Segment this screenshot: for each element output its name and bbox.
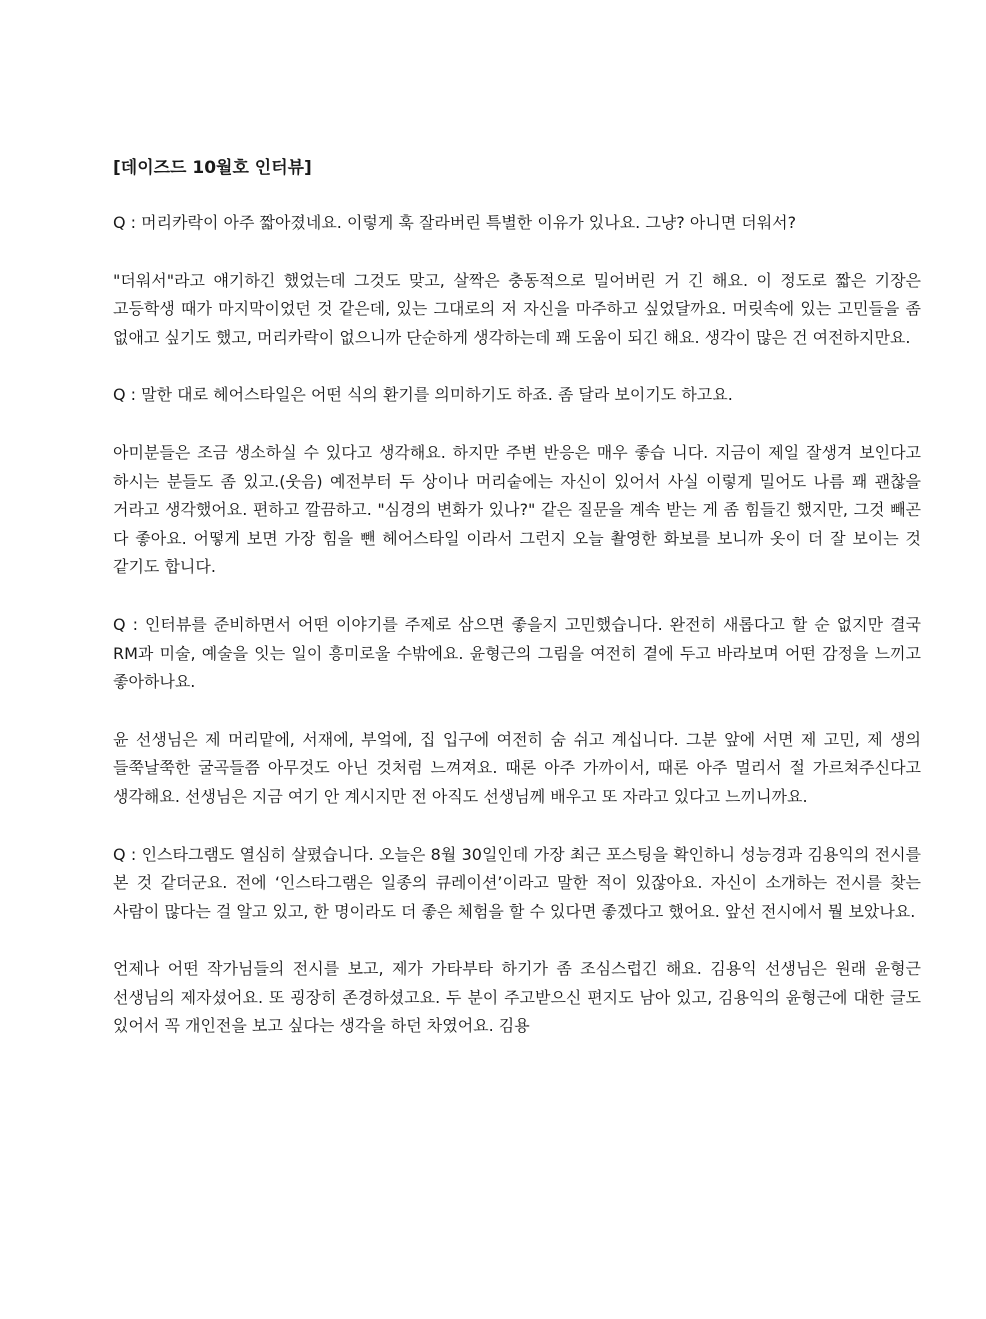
- question-paragraph: Q : 말한 대로 헤어스타일은 어떤 식의 환기를 의미하기도 하죠. 좀 달라 보이기도 하고요.: [113, 385, 733, 405]
- document-page: [113, 154, 921, 1070]
- question-paragraph: Q : 머리카락이 아주 짧아졌네요. 이렇게 훅 잘라버린 특별한 이유가 있나요. 그냥? 아니면 더워서?: [113, 213, 797, 232]
- answer-paragraph: 윤 선생님은 제 머리맡에, 서재에, 부엌에, 집 입구에 여전히 숨 쉬고 계십니다. 그분 앞에 서면 제 고민, 제 생의 들쭉날쭉한 굴곡들쯤 아무것도 아닌 것처럼 느껴져요. 때론 아주 가까이서, 때론 아주 멀리서 절 가르쳐주신다고 생각해요. 선생님은 지금 여기 안 계시지만 전 아직도 선생님께 배우고 또 자라고 있다고 느끼니까요.: [113, 729, 921, 806]
- question-paragraph: Q : 인스타그램도 열심히 살폈습니다. 오늘은 8월 30일인데 가장 최근 포스팅을 확인하니 성능경과 김용익의 전시를 본 것 같더군요. 전에 ‘인스타그램은 일종의 큐레이션’이라고 말한 적이 있잖아요. 자신이 소개하는 전시를 찾는 사람이 많다는 걸 알고 있고, 한 명이라도 더 좋은 체험을 할 수 있다면 좋겠다고 했어요. 앞선 전시에서 뭘 보았나요.: [113, 844, 921, 921]
- document-title: [데이즈드 10월호 인터뷰]: [113, 158, 312, 178]
- answer-paragraph: 아미분들은 조금 생소하실 수 있다고 생각해요. 하지만 주변 반응은 매우 좋습 니다. 지금이 제일 잘생겨 보인다고 하시는 분들도 좀 있고.(웃음) 예전부터 두 상이나 머리숱에는 자신이 있어서 사실 이렇게 밀어도 나름 꽤 괜찮을 거라고 생각했어요. 편하고 깔끔하고. "심경의 변화가 있나?" 같은 질문을 계속 받는 게 좀 힘들긴 했지만, 그것 빼곤 다 좋아요. 어떻게 보면 가장 힘을 뺀 헤어스타일 이라서 그런지 오늘 촬영한 화보를 보니까 옷이 더 잘 보이는 것 같기도 합니다.: [113, 442, 921, 577]
- answer-paragraph: "더워서"라고 얘기하긴 했었는데 그것도 맞고, 살짝은 충동적으로 밀어버린 거 긴 해요. 이 정도로 짧은 기장은 고등학생 때가 마지막이었던 것 같은데, 있는 그대로의 저 자신을 마주하고 싶었달까요. 머릿속에 있는 고민들을 좀 없애고 싶기도 했고, 머리카락이 없으니까 단순하게 생각하는데 꽤 도움이 되긴 해요. 생각이 많은 건 여전하지만요.: [113, 270, 921, 347]
- answer-paragraph: 언제나 어떤 작가님들의 전시를 보고, 제가 가타부타 하기가 좀 조심스럽긴 해요. 김용익 선생님은 원래 윤형근 선생님의 제자셨어요. 또 굉장히 존경하셨고요. 두 분이 주고받으신 편지도 남아 있고, 김용익의 윤형근에 대한 글도 있어서 꼭 개인전을 보고 싶다는 생각을 하던 차였어요. 김용: [113, 959, 921, 1036]
- question-paragraph: Q : 인터뷰를 준비하면서 어떤 이야기를 주제로 삼으면 좋을지 고민했습니다. 완전히 새롭다고 할 순 없지만 결국 RM과 미술, 예술을 잇는 일이 흥미로울 수밖에요. 윤형근의 그림을 여전히 곁에 두고 바라보며 어떤 감정을 느끼고 좋아하나요.: [113, 614, 921, 692]
